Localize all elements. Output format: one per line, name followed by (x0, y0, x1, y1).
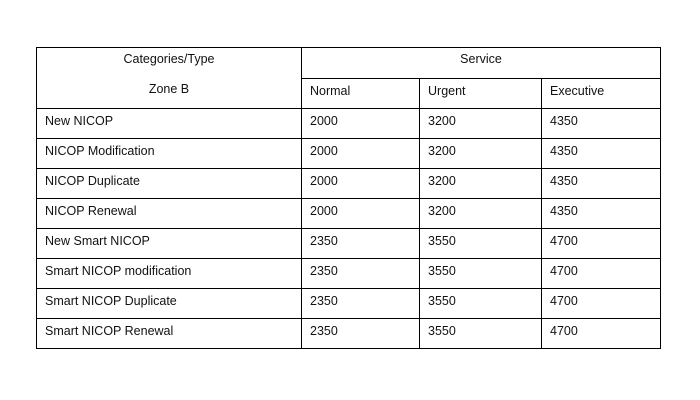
table-row (37, 319, 661, 349)
row-type-cell: NICOP Modification (37, 139, 302, 169)
header-zone-label: Zone B (148, 82, 190, 96)
nicop-fee-table (36, 47, 661, 349)
row-urgent-cell: 3200 (420, 139, 542, 169)
row-type-cell: NICOP Duplicate (37, 169, 302, 199)
row-normal-cell: 2350 (302, 259, 420, 289)
row-executive-cell: 4350 (542, 139, 661, 169)
table-row (37, 259, 661, 289)
header-col-normal: Normal (302, 79, 420, 109)
row-type-cell: Smart NICOP modification (37, 259, 302, 289)
row-normal-cell: 2000 (302, 199, 420, 229)
row-type-cell: New NICOP (37, 109, 302, 139)
header-col-urgent: Urgent (420, 79, 542, 109)
header-service-label: Service (460, 52, 502, 66)
row-normal-cell: 2000 (302, 169, 420, 199)
row-urgent-cell: 3550 (420, 289, 542, 319)
row-executive-cell: 4350 (542, 109, 661, 139)
row-normal-cell: 2350 (302, 289, 420, 319)
row-normal-cell: 2350 (302, 319, 420, 349)
table-row (37, 169, 661, 199)
row-urgent-cell: 3200 (420, 199, 542, 229)
header-category-cell (37, 48, 302, 109)
row-executive-cell: 4700 (542, 319, 661, 349)
row-executive-cell: 4350 (542, 199, 661, 229)
header-col-executive: Executive (542, 79, 661, 109)
header-service-cell (302, 48, 661, 79)
row-type-cell: Smart NICOP Duplicate (37, 289, 302, 319)
row-type-cell: New Smart NICOP (37, 229, 302, 259)
row-urgent-cell: 3200 (420, 109, 542, 139)
table-row (37, 229, 661, 259)
row-type-cell: Smart NICOP Renewal (37, 319, 302, 349)
row-executive-cell: 4350 (542, 169, 661, 199)
row-urgent-cell: 3550 (420, 319, 542, 349)
row-executive-cell: 4700 (542, 229, 661, 259)
row-normal-cell: 2350 (302, 229, 420, 259)
row-normal-cell: 2000 (302, 109, 420, 139)
table-row (37, 199, 661, 229)
header-row-service (37, 48, 661, 79)
table-row (37, 109, 661, 139)
table-row (37, 289, 661, 319)
row-executive-cell: 4700 (542, 259, 661, 289)
row-urgent-cell: 3550 (420, 229, 542, 259)
table-row (37, 139, 661, 169)
header-category-label: Categories/Type (123, 52, 215, 66)
row-normal-cell: 2000 (302, 139, 420, 169)
row-executive-cell: 4700 (542, 289, 661, 319)
row-type-cell: NICOP Renewal (37, 199, 302, 229)
row-urgent-cell: 3200 (420, 169, 542, 199)
row-urgent-cell: 3550 (420, 259, 542, 289)
